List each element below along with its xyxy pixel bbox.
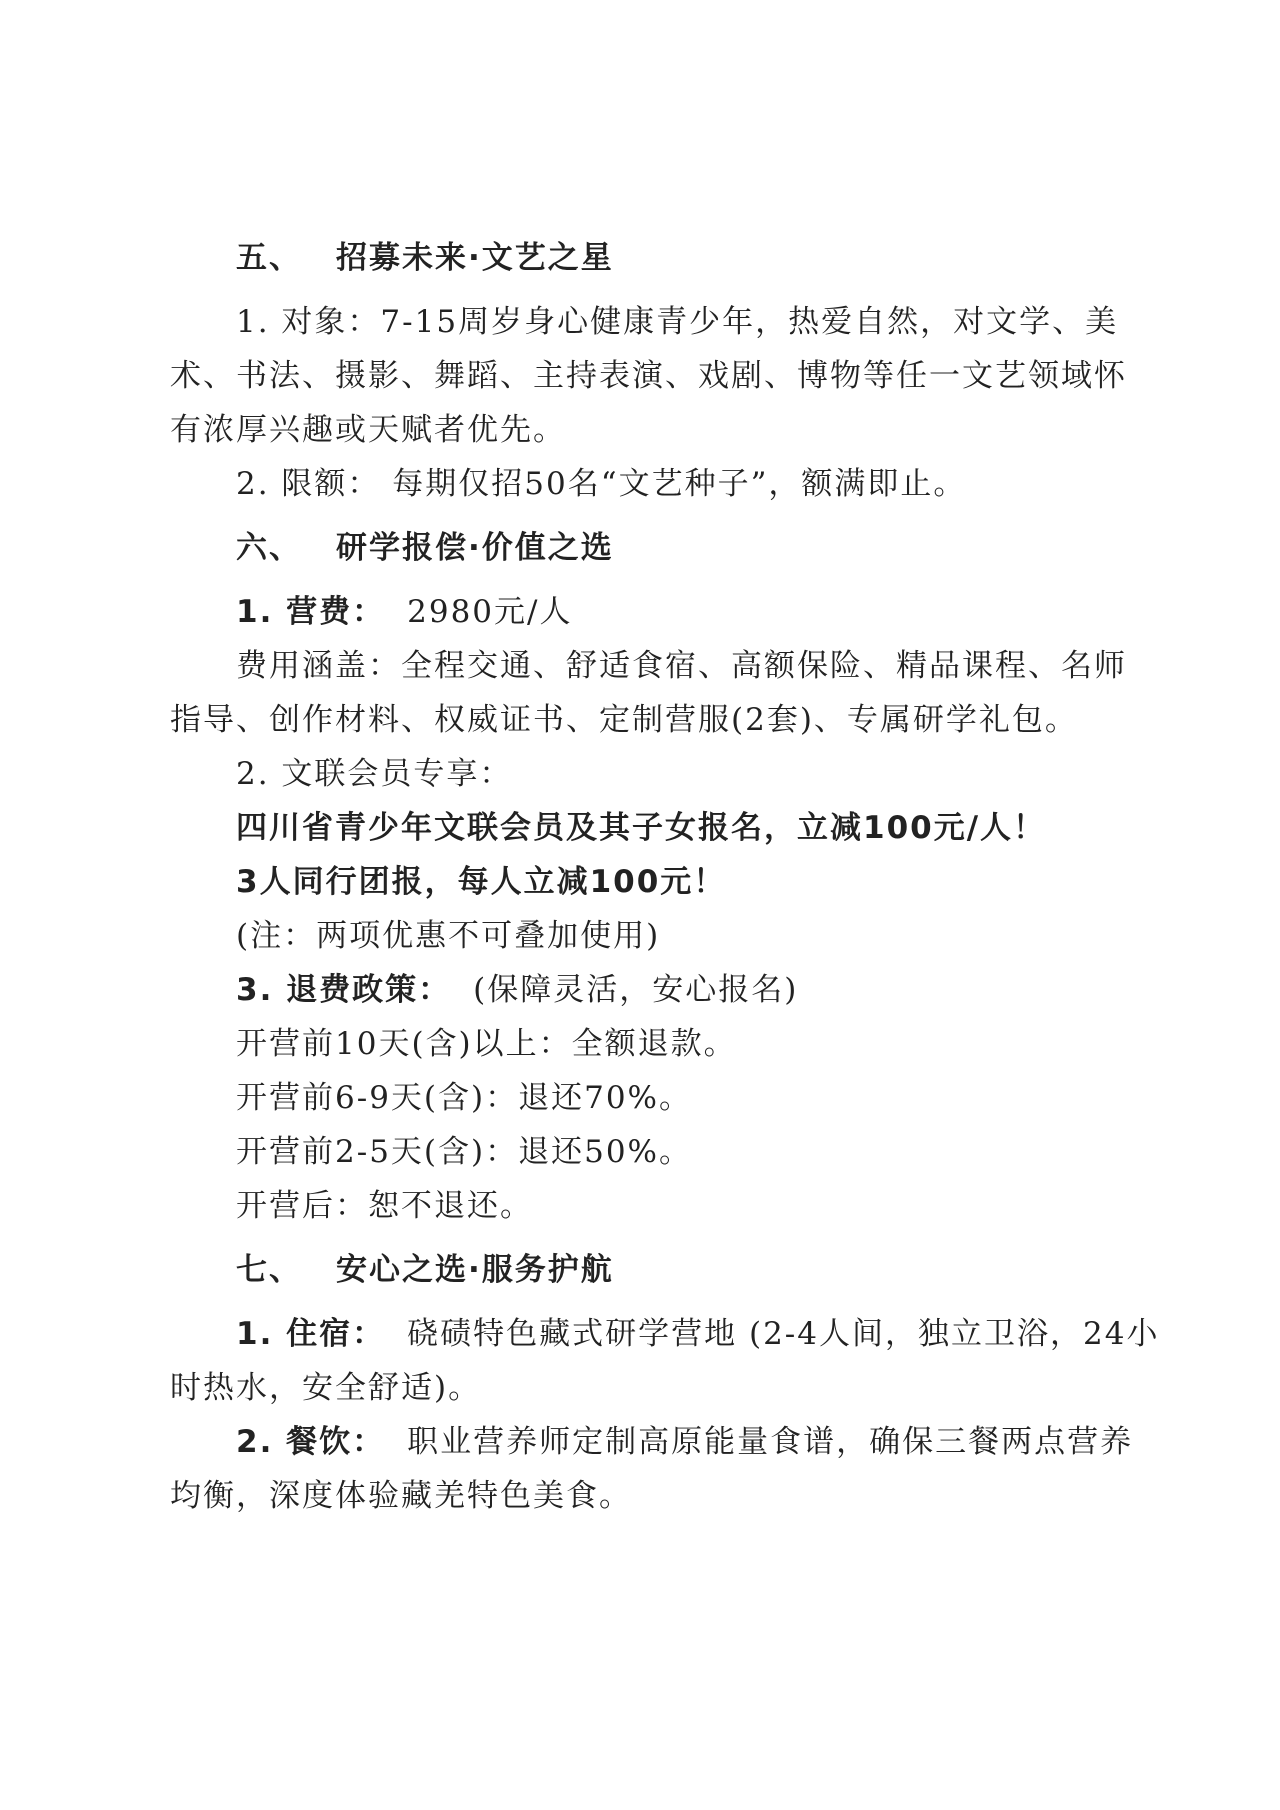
refund-rule-2: 开营前6-9天(含)：退还70%。 xyxy=(236,1080,693,1116)
s5-item1-line2: 术、书法、摄影、舞蹈、主持表演、戏剧、博物等任一文艺领域怀 xyxy=(170,358,1127,394)
offer-note: (注：两项优惠不可叠加使用) xyxy=(236,918,661,954)
lodging-line2: 时热水，安全舒适)。 xyxy=(170,1370,482,1406)
refund-rule-3: 开营前2-5天(含)：退还50%。 xyxy=(236,1134,693,1170)
lodging-label: 1. 住宿： xyxy=(236,1316,386,1352)
fee-value: 2980元/人 xyxy=(407,594,573,630)
section-7-title: 安心之选·服务护航 xyxy=(336,1252,614,1288)
s5-item1-line3: 有浓厚兴趣或天赋者优先。 xyxy=(170,412,566,448)
refund-rule-4: 开营后：恕不退还。 xyxy=(236,1188,533,1224)
meal-label: 2. 餐饮： xyxy=(236,1424,386,1460)
member-offer: 四川省青少年文联会员及其子女报名，立减100元/人！ xyxy=(236,810,1047,846)
section-6-title: 研学报偿·价值之选 xyxy=(336,530,614,566)
section-5-title: 招募未来·文艺之星 xyxy=(336,240,614,276)
section-7-heading xyxy=(236,1250,1176,1290)
fee-line xyxy=(236,592,1176,632)
refund-line xyxy=(236,970,1176,1010)
member-title: 2. 文联会员专享： xyxy=(236,756,513,792)
lodging-text: 硗碛特色藏式研学营地 (2-4人间，独立卫浴，24小 xyxy=(407,1316,1160,1352)
fee-cover-line1: 费用涵盖：全程交通、舒适食宿、高额保险、精品课程、名师 xyxy=(236,648,1127,684)
fee-cover-line2: 指导、创作材料、权威证书、定制营服(2套)、专属研学礼包。 xyxy=(170,702,1078,738)
lodging-line1 xyxy=(236,1314,1176,1354)
section-5-number: 五、 xyxy=(236,240,302,276)
group-offer: 3人同行团报，每人立减100元！ xyxy=(236,864,727,900)
section-7-number: 七、 xyxy=(236,1252,302,1288)
meal-line1 xyxy=(236,1422,1176,1462)
refund-label: 3. 退费政策： xyxy=(236,972,452,1008)
section-6-heading xyxy=(236,528,1176,568)
fee-label: 1. 营费： xyxy=(236,594,386,630)
meal-text: 职业营养师定制高原能量食谱，确保三餐两点营养 xyxy=(407,1424,1134,1460)
section-5-heading xyxy=(236,238,1176,278)
s5-item2: 2. 限额： 每期仅招50名“文艺种子”，额满即止。 xyxy=(236,466,967,502)
s5-item1-line1: 1. 对象：7-15周岁身心健康青少年，热爱自然，对文学、美 xyxy=(236,304,1119,340)
refund-sub: (保障灵活，安心报名) xyxy=(473,972,799,1008)
meal-line2: 均衡，深度体验藏羌特色美食。 xyxy=(170,1478,632,1514)
refund-rule-1: 开营前10天(含)以上：全额退款。 xyxy=(236,1026,737,1062)
section-6-number: 六、 xyxy=(236,530,302,566)
